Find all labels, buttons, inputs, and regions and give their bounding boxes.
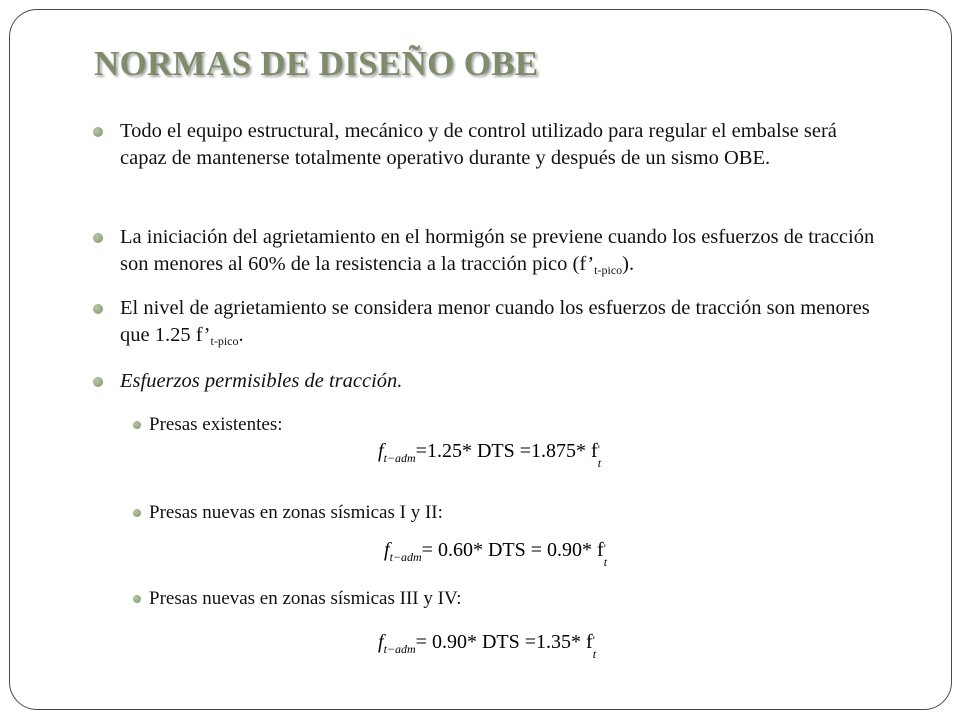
formula-tsubsup bbox=[603, 541, 614, 569]
formula-t: t bbox=[597, 456, 602, 470]
sub-bullet-label: Presas existentes: bbox=[149, 414, 283, 435]
formula-prime: ' bbox=[597, 442, 600, 456]
sub-bullet-icon bbox=[133, 595, 141, 603]
formula-f: f bbox=[378, 440, 384, 462]
sub-bullet-label: Presas nuevas en zonas sísmicas I y II: bbox=[149, 502, 443, 523]
bullet-equipo-operativo bbox=[120, 118, 880, 172]
bullet-text-end: . bbox=[238, 324, 244, 346]
bullet-text: La iniciación del agrietamiento en el hormigón se previene cuando los esfuerzos de tracción son menores al 60% de la resistencia a la tracción pico (f’ bbox=[120, 226, 875, 275]
formula-prime: ' bbox=[592, 633, 595, 647]
formula-zonas-i-ii bbox=[384, 539, 614, 569]
bullet-icon bbox=[93, 127, 103, 137]
bullet-text: Todo el equipo estructural, mecánico y de control utilizado para regular el embalse será capaz de mantenerse totalmente operativo durante y después de un sismo OBE. bbox=[120, 120, 837, 169]
sub-bullet-zonas-iii-iv bbox=[149, 587, 649, 611]
bullet-text-end: ). bbox=[622, 253, 635, 275]
formula-tsubsup bbox=[592, 633, 603, 661]
bullet-nivel-agrietamiento bbox=[120, 295, 900, 349]
formula-subscript: t−adm bbox=[383, 451, 416, 465]
formula-presas-existentes bbox=[378, 440, 608, 470]
bullet-text: El nivel de agrietamiento se considera menor cuando los esfuerzos de tracción son menores que 1.25 f’ bbox=[120, 297, 870, 346]
subscript-t-pico: t-pico bbox=[594, 263, 623, 277]
formula-f: f bbox=[378, 631, 384, 653]
formula-body: =1.25* DTS =1.875* f bbox=[415, 440, 598, 462]
formula-tsubsup bbox=[597, 442, 608, 470]
formula-prime: ' bbox=[603, 541, 606, 555]
formula-zonas-iii-iv bbox=[378, 631, 603, 661]
formula-body: = 0.60* DTS = 0.90* f bbox=[421, 539, 604, 561]
subscript-t-pico: t-pico bbox=[210, 334, 239, 348]
formula-body: = 0.90* DTS =1.35* f bbox=[415, 631, 593, 653]
formula-t: t bbox=[592, 647, 597, 661]
bullet-iniciacion-agrietamiento bbox=[120, 224, 900, 278]
sub-bullet-zonas-i-ii bbox=[149, 501, 649, 525]
bullet-esfuerzos-permisibles bbox=[120, 368, 820, 395]
bullet-icon bbox=[93, 377, 103, 387]
bullet-icon bbox=[93, 304, 103, 314]
bullet-icon bbox=[93, 233, 103, 243]
formula-subscript: t−adm bbox=[383, 642, 416, 656]
formula-t: t bbox=[603, 555, 608, 569]
sub-bullet-presas-existentes bbox=[149, 413, 649, 437]
formula-f: f bbox=[384, 539, 390, 561]
sub-bullet-icon bbox=[133, 509, 141, 517]
sub-bullet-icon bbox=[133, 421, 141, 429]
bullet-text: Esfuerzos permisibles de tracción. bbox=[120, 370, 403, 392]
sub-bullet-label: Presas nuevas en zonas sísmicas III y IV: bbox=[149, 588, 462, 609]
formula-subscript: t−adm bbox=[389, 550, 422, 564]
slide-title: NORMAS DE DISEÑO OBE bbox=[94, 44, 539, 83]
